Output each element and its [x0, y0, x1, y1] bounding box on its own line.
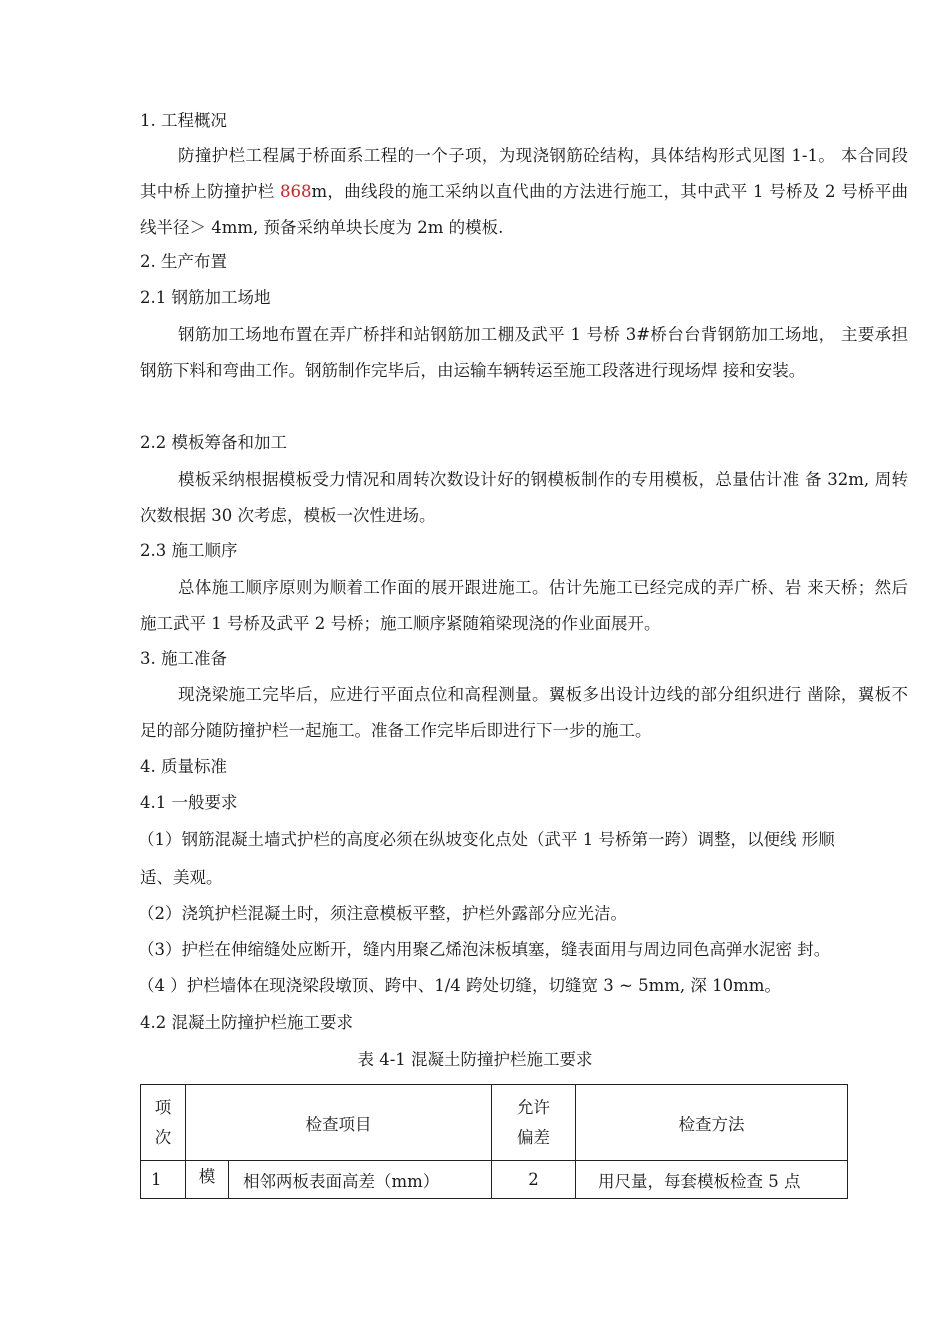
paragraph-2-1: 钢筋加工场地布置在弄广桥拌和站钢筋加工棚及武平 1 号桥 3#桥台台背钢筋加工场地， 主要承担钢筋下料和弯曲工作。钢筋制作完毕后，由运输车辆转运至施工段落进行现场焊 接和安装。 — [140, 325, 908, 380]
row1-group: 模 — [186, 1161, 229, 1199]
paragraph-2-2: 模板采纳根据模板受力情况和周转次数设计好的钢模板制作的专用模板，总量估计准 备 32m, 周转次数根据 30 次考虑，模板一次性进场。 — [140, 470, 908, 525]
requirements-table — [140, 1084, 848, 1199]
table-caption: 表 4-1 混凝土防撞护栏施工要求 — [357, 1050, 593, 1069]
heading-2-2: 2.2 模板筹备和加工 — [140, 433, 287, 452]
heading-2-1: 2.1 钢筋加工场地 — [140, 288, 271, 307]
requirement-2: （2）浇筑护栏混凝土时，须注意模板平整，护栏外露部分应光洁。 — [138, 904, 627, 923]
heading-2-3: 2.3 施工顺序 — [140, 541, 238, 560]
paragraph-3: 现浇梁施工完毕后，应进行平面点位和高程测量。翼板多出设计边线的部分组织进行 凿除，翼板不足的部分随防撞护栏一起施工。准备工作完毕后即进行下一步的施工。 — [140, 685, 908, 740]
paragraph-1-text-b: m，曲线段的施工采纳以直代曲的方法进行施工，其中武平 1 号桥及 2 号桥平曲线半径＞ 4mm, 预备采纳单块长度为 2m 的模板. — [140, 182, 909, 237]
heading-4: 4. 质量标准 — [140, 757, 227, 776]
requirement-1-line-2: 适、美观。 — [140, 868, 223, 887]
row1-no: 1 — [141, 1161, 186, 1199]
heading-4-2: 4.2 混凝土防撞护栏施工要求 — [140, 1013, 353, 1032]
heading-2: 2. 生产布置 — [140, 252, 227, 271]
header-item-no-l2: 次 — [154, 1127, 172, 1147]
heading-1: 1. 工程概况 — [140, 111, 227, 130]
header-tolerance-l2: 偏差 — [517, 1127, 550, 1147]
requirement-3: （3）护栏在伸缩缝处应断开，缝内用聚乙烯泡沫板填塞，缝表面用与周边同色高弹水泥密 封。 — [138, 940, 831, 959]
highlight-length: 868 — [279, 182, 312, 201]
paragraph-1 — [140, 138, 908, 246]
header-tolerance — [492, 1085, 576, 1161]
header-check-item: 检查项目 — [186, 1085, 492, 1161]
row1-method: 用尺量，每套模板检查 5 点 — [576, 1161, 848, 1199]
paragraph-2-3: 总体施工顺序原则为顺着工作面的展开跟进施工。估计先施工已经完成的弄广桥、岩 来天桥；然后施工武平 1 号桥及武平 2 号桥；施工顺序紧随箱梁现浇的作业面展开。 — [140, 578, 908, 633]
header-item-no — [141, 1085, 186, 1161]
table-header-row — [141, 1085, 848, 1161]
header-item-no-l1: 项 — [154, 1097, 172, 1117]
heading-3: 3. 施工准备 — [140, 649, 227, 668]
paragraph-1-text-a: 防撞护栏工程属于桥面系工程的一个子项，为现浇钢筋砼结构，具体结构形式见图 1-1。 本合同段其中桥上防撞护栏 — [140, 146, 908, 201]
header-check-method: 检查方法 — [576, 1085, 848, 1161]
heading-4-1: 4.1 一般要求 — [140, 793, 238, 812]
header-tolerance-l1: 允许 — [517, 1097, 550, 1117]
row1-item: 相邻两板表面高差（mm） — [229, 1161, 492, 1199]
requirement-1-line-1: （1）钢筋混凝土墙式护栏的高度必须在纵坡变化点处（武平 1 号桥第一跨）调整，以便线 形顺 — [138, 830, 835, 849]
table-row — [141, 1161, 848, 1199]
requirement-4: （4 ）护栏墙体在现浇梁段墩顶、跨中、1/4 跨处切缝，切缝宽 3 ~ 5mm, 深 10mm。 — [138, 976, 781, 995]
row1-tolerance: 2 — [492, 1161, 576, 1199]
